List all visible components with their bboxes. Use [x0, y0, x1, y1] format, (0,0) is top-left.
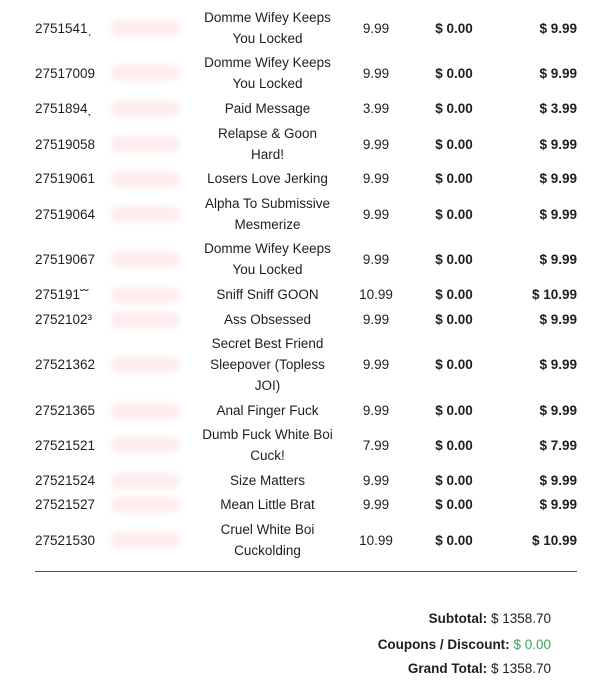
table-row: [0, 7, 610, 49]
order-id: 27521530: [35, 532, 96, 548]
order-id: 27521524: [35, 473, 96, 488]
item-price: 9.99: [362, 473, 390, 488]
item-title: Domme Wifey Keeps You Locked: [204, 241, 331, 277]
order-id: 2751541ˌ: [35, 20, 93, 36]
table-row: [0, 424, 610, 466]
table-row: [0, 470, 610, 491]
order-id: 27517009: [35, 65, 96, 81]
item-title: Domme Wifey Keeps You Locked: [204, 10, 331, 46]
item-total: $ 9.99: [539, 357, 577, 372]
item-total: $ 7.99: [539, 437, 577, 453]
subtotal-label: Subtotal:: [428, 611, 488, 626]
redaction-smudge: [110, 206, 180, 222]
item-total: $ 9.99: [539, 171, 577, 186]
redaction-smudge: [110, 101, 180, 117]
order-id: 27521365: [35, 403, 96, 418]
item-total: $ 9.99: [539, 497, 577, 512]
item-title: Domme Wifey Keeps You Locked: [204, 55, 331, 91]
item-tax: $ 0.00: [435, 532, 473, 548]
item-price: 9.99: [362, 206, 390, 222]
item-tax: $ 0.00: [435, 287, 473, 302]
redaction-smudge: [110, 473, 180, 489]
item-price: 3.99: [362, 101, 390, 116]
item-tax: $ 0.00: [435, 20, 473, 36]
grand-total-line: [408, 661, 551, 676]
item-tax: $ 0.00: [435, 497, 473, 512]
item-total: $ 9.99: [539, 136, 577, 152]
item-total: $ 9.99: [539, 473, 577, 488]
order-id: 27519064: [35, 206, 96, 222]
discount-label: Coupons / Discount:: [377, 637, 510, 652]
subtotal-value: $ 1358.70: [490, 611, 551, 626]
table-row: [0, 519, 610, 561]
item-total: $ 9.99: [539, 65, 577, 81]
item-title: Anal Finger Fuck: [216, 403, 319, 418]
redaction-smudge: [110, 20, 180, 36]
redaction-smudge: [110, 312, 180, 328]
item-price: 9.99: [362, 171, 390, 186]
redaction-smudge: [110, 437, 180, 453]
item-tax: $ 0.00: [435, 251, 473, 267]
item-title: Secret Best Friend Sleepover (Topless JOI): [210, 336, 325, 393]
item-tax: $ 0.00: [435, 65, 473, 81]
item-price: 9.99: [362, 251, 390, 267]
item-price: 9.99: [362, 65, 390, 81]
item-title: Mean Little Brat: [220, 497, 315, 512]
redaction-smudge: [110, 171, 180, 187]
grand-total-label: Grand Total:: [407, 661, 488, 676]
table-row: [0, 400, 610, 421]
table-row: [0, 98, 610, 119]
subtotal-line: [429, 611, 551, 626]
item-price: 9.99: [362, 357, 390, 372]
table-row: [0, 333, 610, 396]
item-total: $ 10.99: [531, 287, 577, 302]
item-title: Paid Message: [224, 101, 311, 116]
table-row: [0, 309, 610, 330]
item-total: $ 10.99: [531, 532, 577, 548]
item-tax: $ 0.00: [435, 357, 473, 372]
item-price: 9.99: [362, 136, 390, 152]
table-row: [0, 238, 610, 280]
item-total: $ 9.99: [539, 206, 577, 222]
item-tax: $ 0.00: [435, 312, 473, 327]
order-id: 275191˘˘: [35, 287, 90, 302]
table-row: [0, 494, 610, 515]
redaction-smudge: [110, 287, 180, 303]
item-tax: $ 0.00: [435, 437, 473, 453]
item-tax: $ 0.00: [435, 136, 473, 152]
item-title: Relapse & Goon Hard!: [217, 126, 318, 162]
item-total: $ 3.99: [539, 101, 577, 116]
item-total: $ 9.99: [539, 403, 577, 418]
item-title: Losers Love Jerking: [207, 171, 328, 186]
item-tax: $ 0.00: [435, 473, 473, 488]
table-row: [0, 284, 610, 305]
order-id: 27521521: [35, 437, 96, 453]
item-title: Cruel White Boi Cuckolding: [220, 522, 315, 558]
redaction-smudge: [110, 497, 180, 513]
discount-value: $ 0.00: [513, 637, 551, 652]
redaction-smudge: [110, 403, 180, 419]
item-tax: $ 0.00: [435, 101, 473, 116]
item-price: 7.99: [362, 437, 390, 453]
item-tax: $ 0.00: [435, 206, 473, 222]
item-total: $ 9.99: [539, 20, 577, 36]
redaction-smudge: [110, 65, 180, 81]
redaction-smudge: [110, 532, 180, 548]
item-tax: $ 0.00: [435, 403, 473, 418]
order-id: 27521527: [35, 497, 96, 512]
grand-total-value: $ 1358.70: [490, 661, 551, 676]
redaction-smudge: [110, 251, 180, 267]
item-tax: $ 0.00: [435, 171, 473, 186]
item-title: Sniff Sniff GOON: [216, 287, 319, 302]
item-price: 9.99: [362, 20, 390, 36]
item-price: 10.99: [359, 287, 393, 302]
table-row: [0, 52, 610, 94]
item-price: 10.99: [359, 532, 393, 548]
item-title: Ass Obsessed: [223, 312, 312, 327]
order-id: 2752102³: [35, 312, 93, 327]
table-row: [0, 193, 610, 235]
order-id: 27519061: [35, 171, 96, 186]
item-title: Alpha To Submissive Mesmerize: [204, 196, 331, 232]
item-total: $ 9.99: [539, 251, 577, 267]
redaction-smudge: [110, 136, 180, 152]
table-row: [0, 123, 610, 165]
summary-divider: [35, 571, 577, 572]
item-price: 9.99: [362, 312, 390, 327]
order-id: 2751894ˎ: [35, 101, 93, 116]
redaction-smudge: [110, 357, 180, 373]
item-price: 9.99: [362, 403, 390, 418]
item-title: Dumb Fuck White Boi Cuck!: [202, 427, 333, 463]
item-title: Size Matters: [229, 473, 306, 488]
order-id: 27519058: [35, 136, 96, 152]
item-total: $ 9.99: [539, 312, 577, 327]
discount-line: [378, 637, 551, 652]
order-id: 27519067: [35, 251, 96, 267]
item-price: 9.99: [362, 497, 390, 512]
order-id: 27521362: [35, 357, 96, 372]
table-row: [0, 168, 610, 189]
